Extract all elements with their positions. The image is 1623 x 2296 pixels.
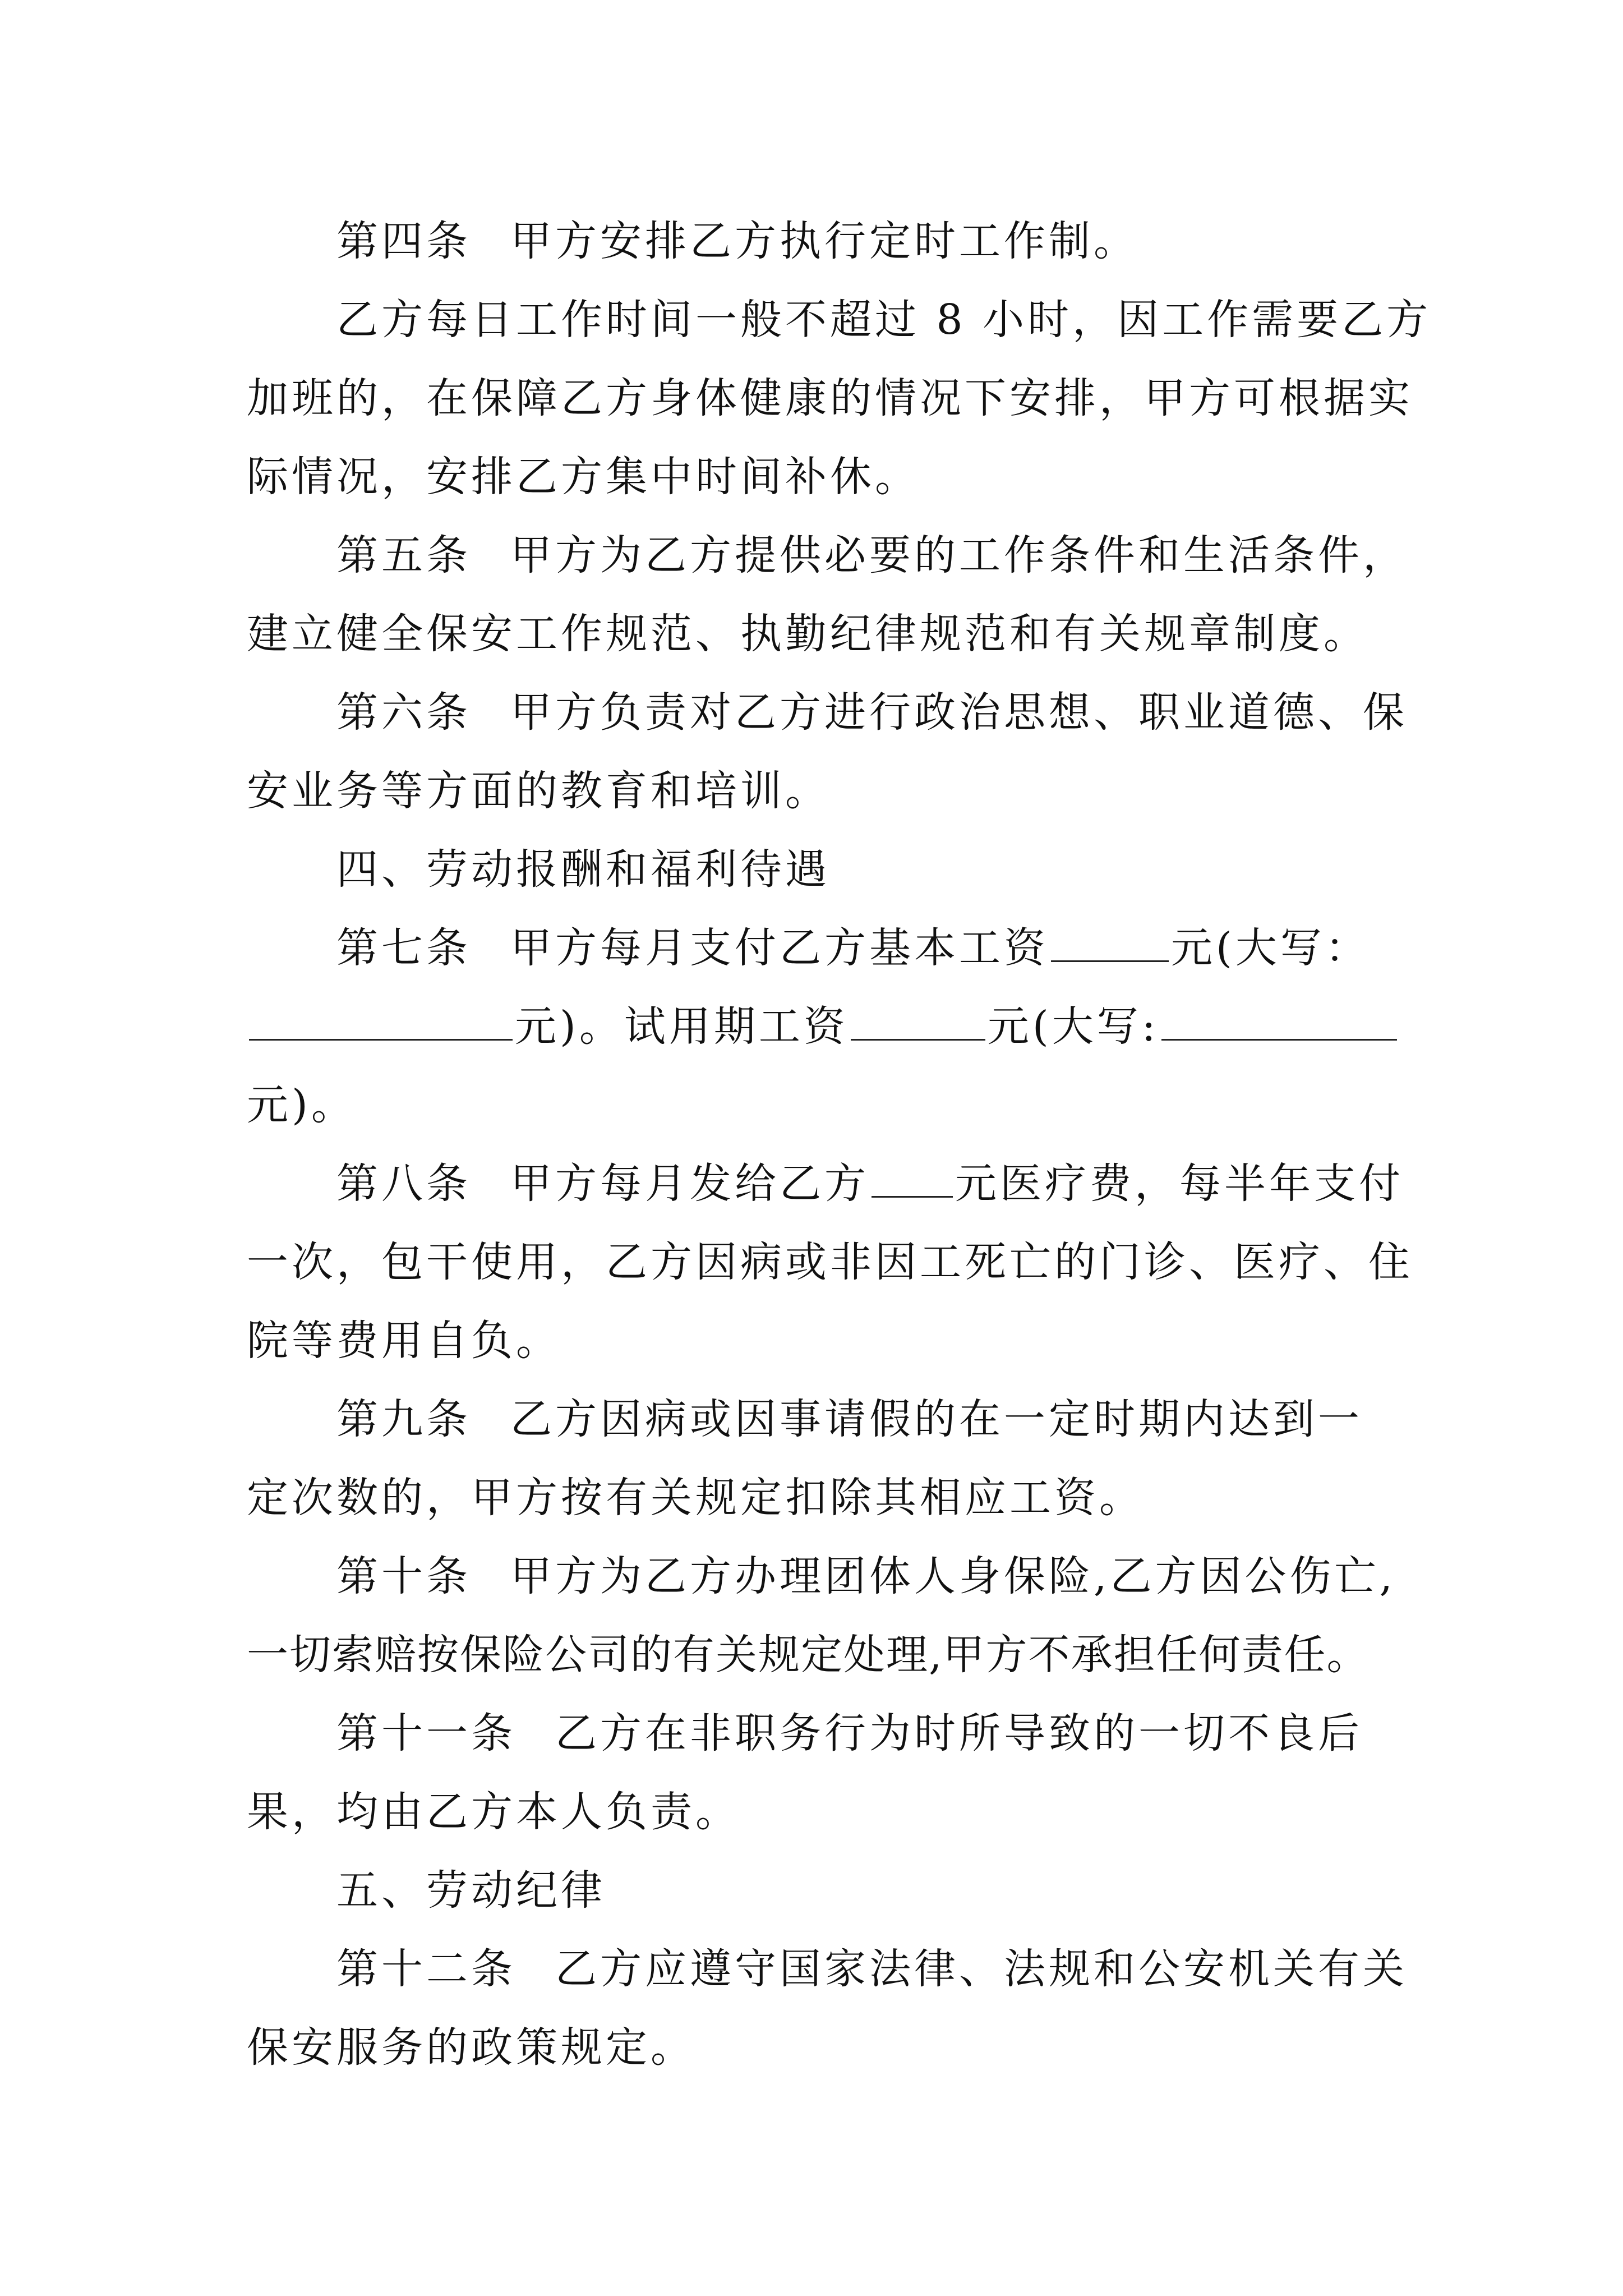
article-7-line3: 元)。 (247, 1081, 356, 1129)
article-6-line1 (336, 682, 1408, 743)
article-12-text: 乙方应遵守国家法律、法规和公安机关有关 (555, 1945, 1408, 1993)
article-9-title: 第九条 (336, 1395, 471, 1443)
article-8-line3: 院等费用自负。 (247, 1317, 561, 1365)
article-9-line1 (336, 1388, 1391, 1450)
article-4-para2-line1: 乙方每日工作时间一般不超过 8 小时，因工作需要乙方 (336, 296, 1432, 344)
article-8-line2: 一次，包干使用，乙方因病或非因工死亡的门诊、医疗、住 (247, 1238, 1413, 1286)
article-9-text: 乙方因病或因事请假的在一定时期内达到一 (510, 1395, 1363, 1443)
article-5-title: 第五条 (336, 531, 471, 579)
article-5-line1 (336, 524, 1408, 586)
base-salary-words-blank (249, 1005, 513, 1041)
article-6-line2: 安业务等方面的教育和培训。 (247, 767, 830, 815)
article-12-title: 第十二条 (336, 1945, 516, 1993)
article-7-text-c: 元)。试用期工资 (515, 1002, 849, 1051)
article-5-text: 甲方为乙方提供必要的工作条件和生活条件， (510, 531, 1408, 579)
medical-fee-blank (872, 1162, 953, 1198)
article-6-text: 甲方负责对乙方进行政治思想、职业道德、保 (510, 688, 1408, 737)
article-4-para2-line2: 加班的，在保障乙方身体健康的情况下安排，甲方可根据实 (247, 374, 1413, 422)
article-8-title: 第八条 (336, 1159, 471, 1208)
article-11-text: 乙方在非职务行为时所导致的一切不良后 (555, 1709, 1363, 1757)
article-4-text: 甲方安排乙方执行定时工作制。 (510, 217, 1138, 265)
article-7-text-d: 元(大写: (987, 1002, 1159, 1051)
article-4-line (336, 210, 1391, 272)
article-10-line2: 一切索赔按保险公司的有关规定处理,甲方不承担任何责任。 (247, 1631, 1370, 1679)
article-10-title: 第十条 (336, 1552, 471, 1600)
article-11-line2: 果，均由乙方本人负责。 (247, 1788, 740, 1836)
article-11-title: 第十一条 (336, 1709, 516, 1757)
article-8-text-b: 元医疗费，每半年支付 (955, 1159, 1404, 1208)
article-7-title: 第七条 (336, 924, 471, 972)
article-7-line2 (247, 996, 1391, 1057)
base-salary-blank (1051, 927, 1169, 962)
article-12-line1 (336, 1938, 1408, 2000)
article-7-line1 (336, 917, 1391, 979)
probation-salary-blank (851, 1005, 985, 1041)
article-6-title: 第六条 (336, 688, 471, 737)
article-5-line2: 建立健全保安工作规范、执勤纪律规范和有关规章制度。 (247, 610, 1368, 658)
article-10-text: 甲方为乙方办理团体人身保险,乙方因公伤亡, (510, 1552, 1396, 1600)
article-7-text-a: 甲方每月支付乙方基本工资 (510, 924, 1049, 972)
article-8-line1 (336, 1153, 1404, 1214)
probation-salary-words-blank (1161, 1005, 1397, 1041)
article-12-line2: 保安服务的政策规定。 (247, 2023, 695, 2072)
article-10-line1 (336, 1545, 1396, 1607)
article-4-title: 第四条 (336, 217, 471, 265)
article-7-text-b: 元(大写： (1171, 924, 1370, 972)
section-5-heading: 五、劳动纪律 (336, 1866, 606, 1915)
article-11-line1 (336, 1703, 1391, 1764)
article-8-text-a: 甲方每月发给乙方 (510, 1159, 869, 1208)
article-4-para2-line3: 际情况，安排乙方集中时间补休。 (247, 453, 920, 501)
article-9-line2: 定次数的，甲方按有关规定扣除其相应工资。 (247, 1474, 1144, 1522)
section-4-heading: 四、劳动报酬和福利待遇 (336, 845, 830, 894)
